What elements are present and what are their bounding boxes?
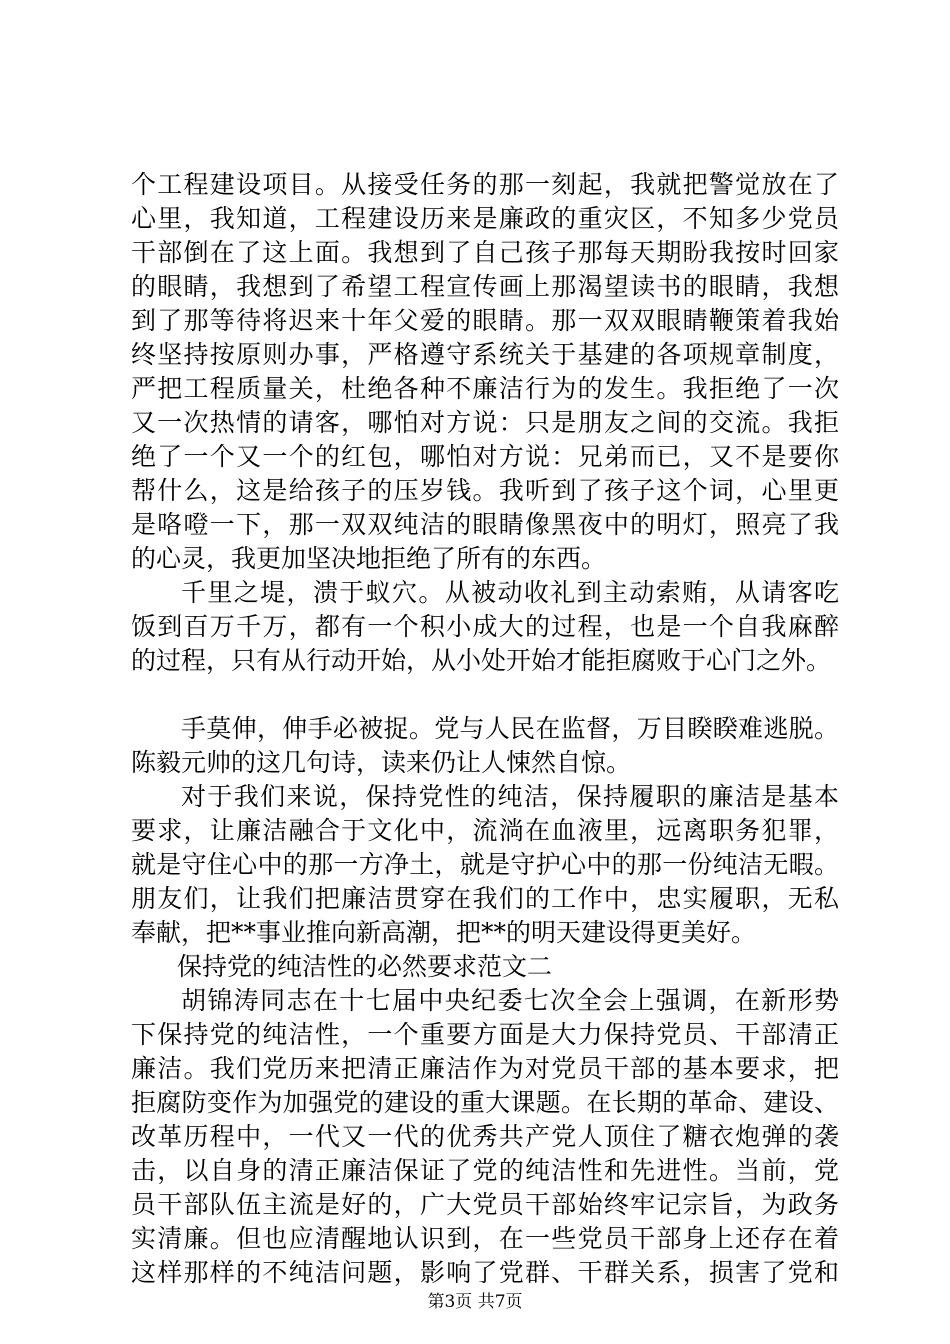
paragraph	[131, 780, 839, 950]
text-line: 就是守住心中的那一方净土，就是守护心中的那一份纯洁无暇。	[131, 850, 839, 879]
text-line: 胡锦涛同志在十七届中央纪委七次全会上强调，在新形势	[181, 986, 839, 1015]
text-line: 绝了一个又一个的红包，哪怕对方说：兄弟而已，又不是要你	[131, 442, 839, 471]
text-line: 到了那等待将迟来十年父爱的眼睛。那一双双眼睛鞭策着我始	[131, 306, 839, 335]
text-line: 饭到百万千万，都有一个积小成大的过程，也是一个自我麻醉	[131, 612, 839, 641]
text-line: 下保持党的纯洁性，一个重要方面是大力保持党员、干部清正	[131, 1020, 839, 1049]
text-line: 陈毅元帅的这几句诗，读来仍让人悚然自惊。	[131, 748, 632, 777]
text-line: 的过程，只有从行动开始，从小处开始才能拒腐败于心门之外。	[131, 646, 832, 675]
text-line: 帮什么，这是给孩子的压岁钱。我听到了孩子这个词，心里更	[131, 476, 839, 505]
text-line: 奉献，把**事业推向新高潮，把**的明天建设得更美好。	[131, 918, 757, 947]
text-line: 个工程建设项目。从接受任务的那一刻起，我就把警觉放在了	[131, 170, 839, 199]
text-line: 终坚持按原则办事，严格遵守系统关于基建的各项规章制度，	[131, 340, 839, 369]
page-number: 第3页 共7页	[427, 1292, 523, 1312]
text-line: 又一次热情的请客，哪怕对方说：只是朋友之间的交流。我拒	[131, 408, 839, 437]
text-line: 击，以自身的清正廉洁保证了党的纯洁性和先进性。当前，党	[131, 1156, 839, 1185]
document-body	[131, 168, 839, 1290]
text-line: 要求，让廉洁融合于文化中，流淌在血液里，远离职务犯罪，	[131, 816, 839, 845]
text-line: 对于我们来说，保持党性的纯洁，保持履职的廉洁是基本	[181, 782, 839, 811]
paragraph	[131, 712, 839, 780]
text-line: 心里，我知道，工程建设历来是廉政的重灾区，不知多少党员	[131, 204, 839, 233]
section-heading	[131, 950, 839, 984]
text-line: 改革历程中，一代又一代的优秀共产党人顶住了糖衣炮弹的袭	[131, 1122, 839, 1151]
text-line: 手莫伸，伸手必被捉。党与人民在监督，万目睽睽难逃脱。	[181, 714, 839, 743]
section-title: 保持党的纯洁性的必然要求范文二	[177, 952, 553, 981]
paragraph	[131, 984, 839, 1290]
text-line: 的心灵，我更加坚决地拒绝了所有的东西。	[131, 544, 607, 573]
text-line: 这样那样的不纯洁问题，影响了党群、干群关系，损害了党和	[131, 1258, 839, 1287]
text-line: 朋友们，让我们把廉洁贯穿在我们的工作中，忠实履职，无私	[131, 884, 839, 913]
paragraph-gap	[131, 678, 839, 712]
text-line: 员干部队伍主流是好的，广大党员干部始终牢记宗旨，为政务	[131, 1190, 839, 1219]
text-line: 拒腐防变作为加强党的建设的重大课题。在长期的革命、建设、	[131, 1088, 839, 1117]
text-line: 廉洁。我们党历来把清正廉洁作为对党员干部的基本要求，把	[131, 1054, 839, 1083]
text-line: 干部倒在了这上面。我想到了自己孩子那每天期盼我按时回家	[131, 238, 839, 267]
page-footer	[0, 1292, 950, 1312]
paragraph	[131, 168, 839, 576]
text-line: 严把工程质量关，杜绝各种不廉洁行为的发生。我拒绝了一次	[131, 374, 839, 403]
text-line: 千里之堤，溃于蚁穴。从被动收礼到主动索贿，从请客吃	[181, 578, 839, 607]
paragraph	[131, 576, 839, 678]
text-line: 实清廉。但也应清醒地认识到，在一些党员干部身上还存在着	[131, 1224, 839, 1253]
text-line: 的眼睛，我想到了希望工程宣传画上那渴望读书的眼睛，我想	[131, 272, 839, 301]
text-line: 是咯噔一下，那一双双纯洁的眼睛像黑夜中的明灯，照亮了我	[131, 510, 839, 539]
